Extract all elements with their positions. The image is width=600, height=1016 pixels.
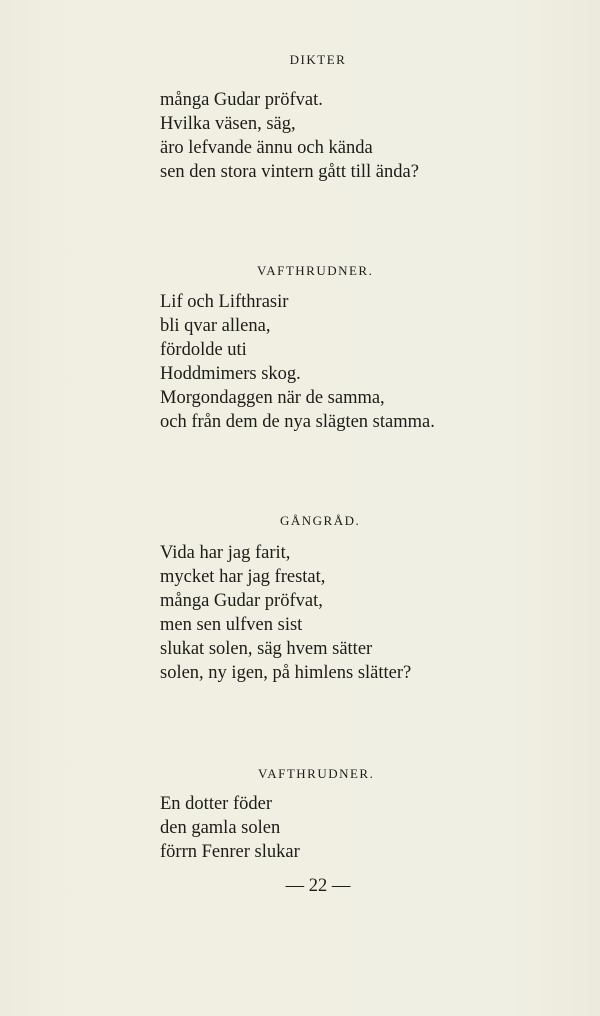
verse-line: En dotter föder: [160, 794, 272, 814]
stanza-vafthrudner-reply: [160, 290, 435, 434]
running-head: DIKTER: [289, 52, 347, 67]
stanza-gangrad-question: [160, 541, 411, 685]
verse-line: fördolde uti: [160, 340, 247, 360]
verse-line: Vida har jag farit,: [160, 543, 291, 563]
verse-line: Hoddmimers skog.: [160, 364, 301, 384]
verse-line: men sen ulfven sist: [160, 615, 303, 635]
verse-line: bli qvar allena,: [160, 316, 271, 336]
speaker-heading-vafthrudner: VAFTHRUDNER.: [257, 263, 374, 278]
verse-line: sen den stora vintern gått till ända?: [160, 162, 419, 182]
stanza-continuation: [160, 88, 419, 184]
verse-line: många Gudar pröfvat,: [160, 591, 323, 611]
verse-line: den gamla solen: [160, 818, 281, 838]
verse-line: Hvilka väsen, säg,: [160, 114, 296, 134]
verse-line: förrn Fenrer slukar: [160, 842, 300, 862]
verse-line: solen, ny igen, på himlens slätter?: [160, 663, 412, 683]
verse-line: Lif och Lifthrasir: [160, 292, 289, 312]
page-number: — 22 —: [285, 876, 351, 896]
verse-line: många Gudar pröfvat.: [160, 90, 323, 110]
speaker-heading-gangrad: GÅNGRÅD.: [280, 513, 361, 528]
speaker-heading-vafthrudner: VAFTHRUDNER.: [258, 766, 375, 781]
verse-line: äro lefvande ännu och kända: [160, 138, 373, 158]
verse-line: Morgondaggen när de samma,: [160, 388, 385, 408]
stanza-vafthrudner-answer: [160, 792, 300, 864]
verse-line: och från dem de nya slägten stamma.: [160, 412, 435, 432]
verse-line: slukat solen, säg hvem sätter: [160, 639, 373, 659]
verse-line: mycket har jag frestat,: [160, 567, 326, 587]
